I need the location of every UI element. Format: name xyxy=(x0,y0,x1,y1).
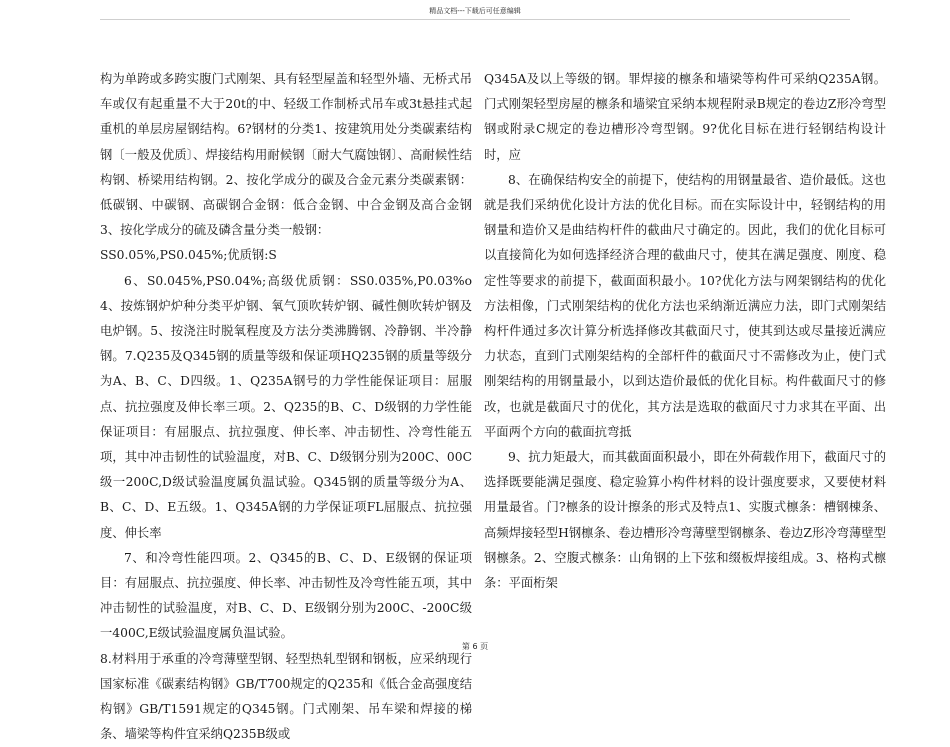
paragraph: 构为单跨或多跨实腹门式刚架、具有轻型屋盖和轻型外墙、无桥式吊车或仅有起重量不大于20t的中、轻级工作制桥式吊车或3t悬挂式起重机的单层房屋钢结构。6?钢材的分类1、按建筑用处分类碳素结构钢〔一般及优质〕、焊接结构用耐候钢〔耐大气腐蚀钢〕、高耐候性结构钢、桥梁用结构钢。2、按化学成分的碳及合金元素分类碳素钢：低碳钢、中碳钢、高碳钢合金钢：低合金钢、中合金钢及高合金钢3、按化学成分的硫及磷含量分类一般钢： xyxy=(100,72,472,238)
page-header: 精品文档---下载后可任意编辑 xyxy=(429,7,521,15)
paragraph: 8、在确保结构安全的前提下，使结构的用钢量最省、造价最低。这也就是我们采纳优化设计方法的优化目标。而在实际设计中，轻钢结构的用钢量和造价又是曲结构杆件的截曲尺寸确定的。因此，我们的优化目标可以直接简化为如何选择经济合理的截曲尺寸，使其在满足强度、刚度、稳定性等要求的前提下，截面面积最小。10?优化方法与网架钢结构的优化方法相像，门式刚架结构的优化方法也采纳渐近满应力法，即门式刚架结构杆件通过多次计算分析选择修改其截面尺寸，使其到达或尽量接近满应力状态，直到门式刚架结构的全部杆件的截面尺寸不需修改为止，使门式刚架结构的用钢量最小，以到达造价最低的优化目标。构件截面尺寸的修改，也就是截面尺寸的优化，其方法是选取的截面尺寸力求其在平面、出平面两个方向的截面抗弯抵 xyxy=(484,172,886,439)
right-column xyxy=(484,67,886,627)
header-divider xyxy=(100,19,850,20)
left-column xyxy=(100,67,472,742)
paragraph: 6、S0.045%,PS0.04%;高级优质钢：SS0.035%,P0.03%o4、按炼钢炉炉种分类平炉钢、氧气顶吹转炉钢、碱性侧吹转炉钢及电炉钢。5、按浇注时脱氧程度及方法分类沸腾钢、冷静钢、半冷静钢。7.Q235及Q345钢的质量等级和保证项HQ235钢的质量等级分为A、B、C、D四级。1、Q235A钢号的力学性能保证项目：屈服点、抗拉强度及伸长率三项。2、Q235的B、C、D级钢的力学性能保证项目：有屈服点、抗拉强度、伸长率、冲击韧性、冷弯性能五项，其中冲击韧性的试验温度，对B、C、D级钢分别为200C、00C级一200C,D级试验温度属负温试验。Q345钢的质量等级分为A、B、C、D、E五级。1、Q345A钢的力学保证项FL屈服点、抗拉强度、伸长率 xyxy=(100,273,472,540)
paragraph: 7、和冷弯性能四项。2、Q345的B、C、D、E级钢的保证项目：有屈服点、抗拉强度、伸长率、冲击韧性及冷弯性能五项，其中冲击韧性的试验温度，对B、C、D、E级钢分别为200C、-200C级一400C,E级试验温度属负温试验。 xyxy=(100,550,472,641)
paragraph: 9、抗力矩最大，而其截面面积最小，即在外荷载作用下，截面尺寸的选择既要能满足强度、稳定验算小构件材料的设计强度要求，又要使材料用量最省。门?檩条的设计擦条的形式及特点1、实腹式檩条：槽钢棟条、高频焊接轻型H钢檩条、卷边槽形冷弯薄壁型钢檩条、卷边Z形冷弯薄壁型钢檩条。2、空腹式檩条：山角钢的上下弦和缀板焊接组成。3、格构式檩条：平面桁架 xyxy=(484,450,886,591)
paragraph: Q345A及以上等级的钢。罪焊接的檩条和墙梁等构件可采纳Q235A钢。门式刚架轻型房屋的檩条和墙梁宜采纳本规程附录B规定的卷边Z形冷弯型钢或附录C规定的卷边槽形冷弯型钢。9?优化目标在进行轻钢结构设计时，应 xyxy=(484,72,886,162)
page-number: 第 6 页 xyxy=(461,642,489,651)
paragraph: SS0.05%,PS0.045%;优质钢:S xyxy=(100,248,277,263)
paragraph: 8.材料用于承重的冷弯薄壁型钢、轻型热轧型钢和钢板，应采纳现行国家标准《碳素结构钢》GB/T700规定的Q235和《低合金高强度结构钢》GB/T1591规定的Q345钢。门式刚架、吊车梁和焊接的梯条、墙梁等构件宜采纳Q235B级或 xyxy=(100,651,472,742)
